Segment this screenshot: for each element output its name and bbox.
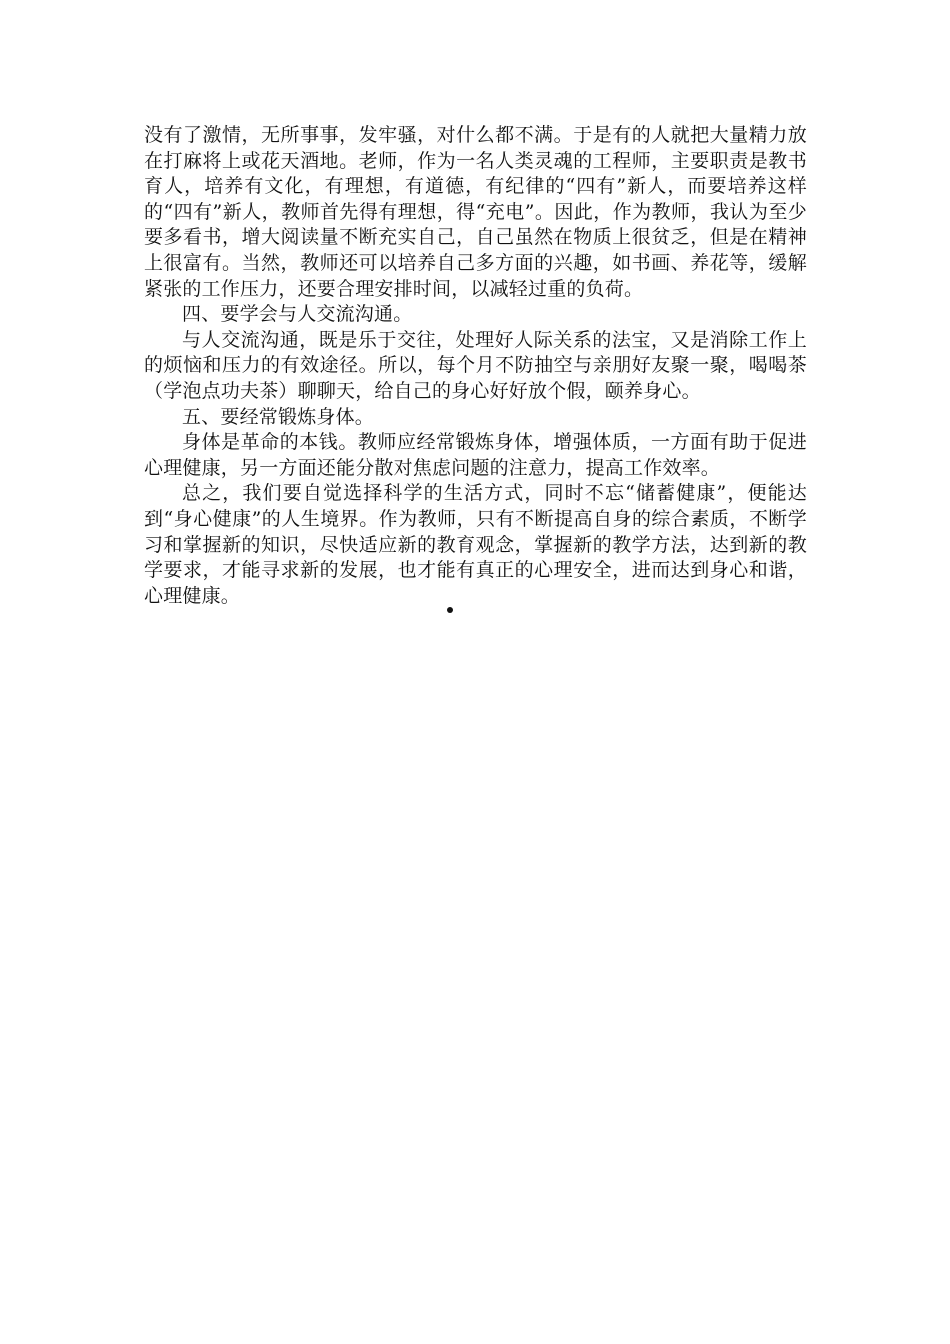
document-body	[144, 123, 807, 609]
paragraph-conclusion: 总之，我们要自觉选择科学的生活方式，同时不忘“储蓄健康”，便能达到“身心健康”的人生境界。作为教师，只有不断提高自身的综合素质，不断学习和掌握新的知识，尽快适应新的教育观念，掌握新的教学方法，达到新的教学要求，才能寻求新的发展，也才能有真正的心理安全，进而达到身心和谐，心理健康。	[144, 482, 807, 607]
section-heading-communication: 四、要学会与人交流沟通。	[182, 303, 413, 326]
paragraph-continuation: 没有了激情，无所事事，发牢骚，对什么都不满。于是有的人就把大量精力放在打麻将上或花天酒地。老师，作为一名人类灵魂的工程师，主要职责是教书育人，培养有文化，有理想，有道德，有纪律的“四有”新人，而要培养这样的“四有”新人，教师首先得有理想，得“充电”。因此，作为教师，我认为至少要多看书，增大阅读量不断充实自己，自己虽然在物质上很贫乏，但是在精神上很富有。当然，教师还可以培养自己多方面的兴趣，如书画、养花等，缓解紧张的工作压力，还要合理安排时间，以减轻过重的负荷。	[144, 124, 807, 300]
paragraph-communication: 与人交流沟通，既是乐于交往，处理好人际关系的法宝，又是消除工作上的烦恼和压力的有效途径。所以，每个月不防抽空与亲朋好友聚一聚，喝喝茶（学泡点功夫茶）聊聊天，给自己的身心好好放个假，颐养身心。	[144, 328, 807, 402]
section-heading-exercise: 五、要经常锻炼身体。	[182, 405, 375, 428]
bullet-dot-icon	[447, 607, 453, 613]
paragraph-exercise: 身体是革命的本钱。教师应经常锻炼身体，增强体质，一方面有助于促进心理健康，另一方面还能分散对焦虑问题的注意力，提高工作效率。	[144, 431, 807, 479]
